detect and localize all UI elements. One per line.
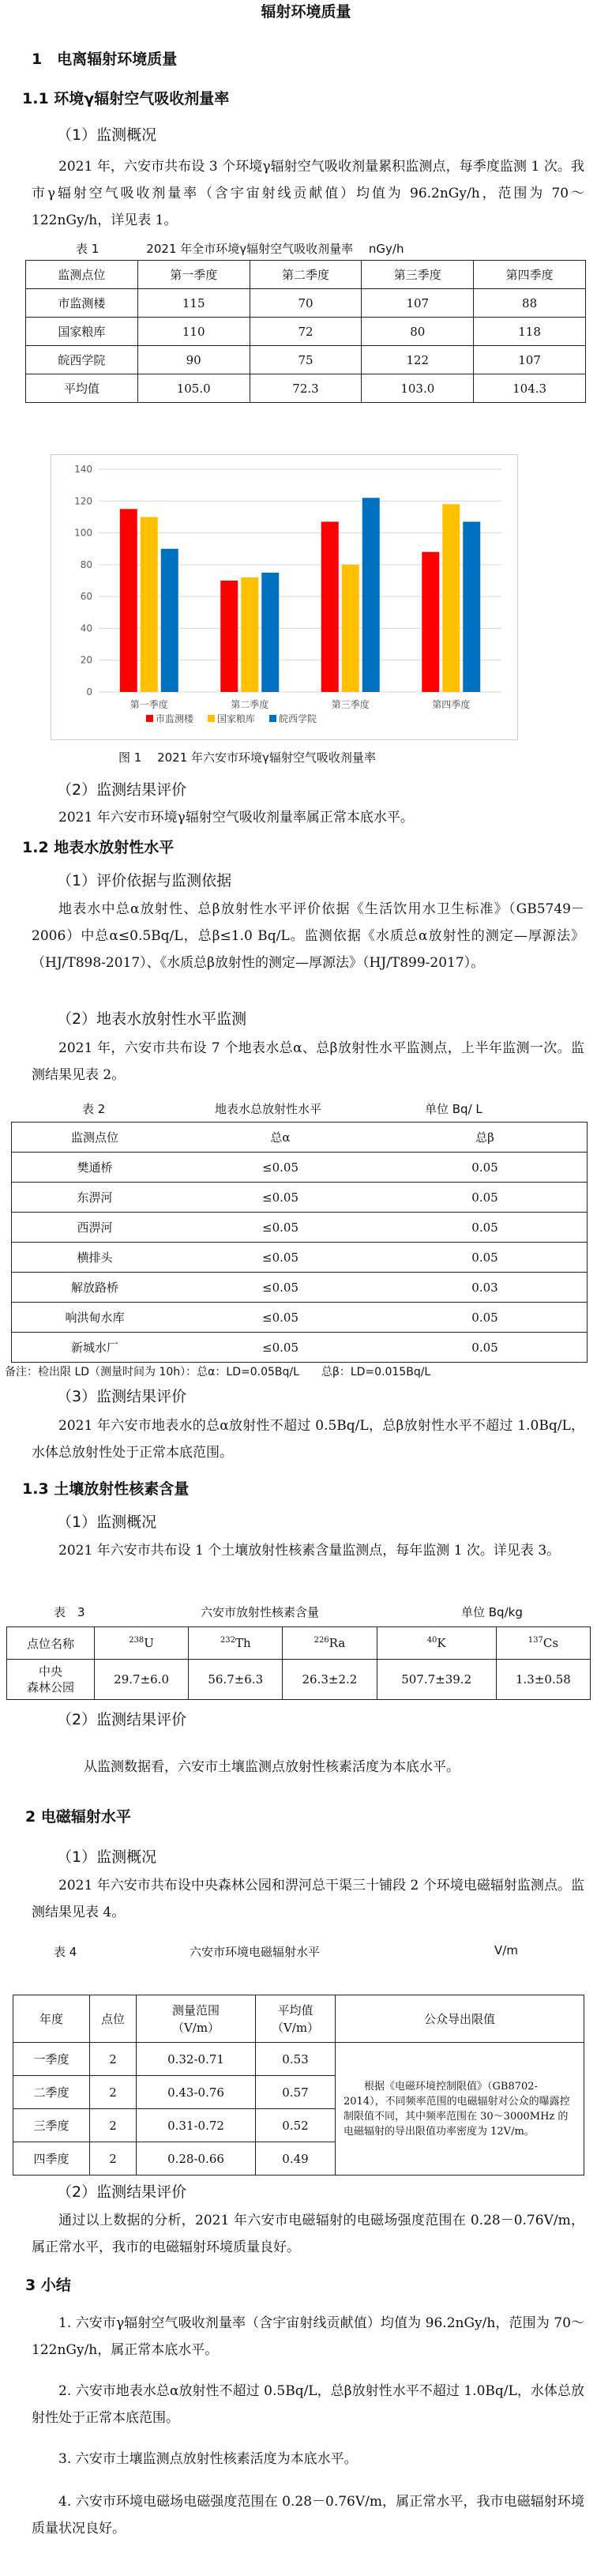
- table-cell: 横排头: [12, 1243, 178, 1273]
- nuclide-symbol: U: [144, 1636, 154, 1650]
- table-cell: 88: [474, 289, 586, 318]
- nuclide-mass: 226: [314, 1636, 329, 1645]
- table-cell: ≤0.05: [178, 1303, 383, 1333]
- table-cell: ≤0.05: [178, 1183, 383, 1213]
- site-name-line: 森林公园: [26, 1680, 74, 1694]
- table-4-caption-title: 六安市环境电磁辐射水平: [190, 1945, 321, 1959]
- s11-eval-heading: （2）监测结果评价: [57, 781, 187, 799]
- table-cell: 皖西学院: [26, 346, 138, 374]
- table-cell: 0.05: [383, 1333, 588, 1363]
- table-1-caption: 表 1 2021 年全市环境γ辐射空气吸收剂量率 nGy/h: [76, 242, 404, 256]
- table-cell: [7, 1660, 95, 1700]
- table-row: [12, 1123, 588, 1153]
- table-cell: 三季度: [13, 2109, 90, 2142]
- table-header-cell: [189, 1627, 283, 1660]
- table-header-cell: 总α: [178, 1123, 383, 1153]
- bar: [442, 504, 460, 692]
- table-header-cell: [377, 1627, 496, 1660]
- bar: [463, 521, 480, 692]
- y-tick-label: 100: [74, 527, 92, 539]
- table-row: [12, 1333, 588, 1363]
- table-cell: 75: [250, 346, 362, 374]
- s11-eval-text: 2021 年六安市环境γ辐射空气吸收剂量率属正常本底水平。: [58, 810, 414, 825]
- table-header-cell: [95, 1627, 189, 1660]
- table-cell: 平均值: [26, 374, 138, 403]
- table-cell: ≤0.05: [178, 1273, 383, 1303]
- table-cell: ≤0.05: [178, 1243, 383, 1273]
- table-3: [6, 1626, 591, 1700]
- table-cell: 107: [474, 346, 586, 374]
- table-cell: 一季度: [13, 2043, 90, 2076]
- table-3-caption-unit: 单位 Bq/kg: [461, 1605, 523, 1619]
- table-cell: 二季度: [13, 2076, 90, 2109]
- y-tick-label: 0: [86, 686, 92, 698]
- table-cell: 0.31-0.72: [137, 2109, 256, 2142]
- nuclide-symbol: Th: [235, 1636, 251, 1650]
- table-cell: 2: [90, 2142, 137, 2175]
- table-3-caption-label: 表 3: [54, 1605, 85, 1619]
- table-cell: 72.3: [250, 374, 362, 403]
- nuclide-mass: 232: [220, 1636, 235, 1645]
- s2-eval-text: 通过以上数据的分析，2021 年六安市电磁辐射的电磁场强度范围在 0.28－0.76V/m，属正常水平，我市的电磁辐射环境质量良好。: [32, 2213, 584, 2255]
- table-2-caption-title: 地表水总放射性水平: [215, 1102, 322, 1116]
- table-cell: ≤0.05: [178, 1213, 383, 1243]
- bar: [422, 552, 439, 692]
- section-2-heading: 2 电磁辐射水平: [25, 1808, 131, 1826]
- nuclide-symbol: Ra: [329, 1636, 346, 1650]
- s13-overview-text: 2021 年六安市共布设 1 个土壤放射性核素含量监测点，每年监测 1 次。详见表 3。: [58, 1543, 561, 1559]
- table-cell: 70: [250, 289, 362, 318]
- legend-label: 国家粮库: [217, 713, 256, 724]
- table-cell: 90: [137, 346, 250, 374]
- table-cell: 107: [362, 289, 474, 318]
- chart-container: [51, 454, 518, 740]
- table-4-caption-unit: V/m: [494, 1943, 518, 1957]
- section-1-3-heading: 1.3 土壤放射性核素含量: [22, 1480, 190, 1498]
- bar: [120, 509, 137, 692]
- table-header-cell: 年度: [13, 1995, 90, 2043]
- table-cell: 0.05: [383, 1183, 588, 1213]
- s2-overview-heading: （1）监测概况: [57, 1848, 157, 1866]
- y-tick-label: 140: [74, 464, 92, 475]
- nuclide-mass: 137: [528, 1636, 543, 1645]
- doc-title: 辐射环境质量: [261, 3, 351, 21]
- legend-swatch: [208, 715, 215, 722]
- x-tick-label: 第四季度: [432, 699, 471, 710]
- table-header-cell: 第一季度: [137, 261, 250, 289]
- table-cell: 0.57: [256, 2076, 336, 2109]
- table-header-cell: 点位名称: [7, 1627, 95, 1660]
- table-cell: 115: [137, 289, 250, 318]
- section-3-heading: 3 小结: [25, 2277, 71, 2294]
- table-header-cell: 平均值 （V/m）: [256, 1995, 336, 2043]
- table-row: [26, 374, 586, 403]
- table-cell: 0.32-0.71: [137, 2043, 256, 2076]
- table-row: [7, 1627, 591, 1660]
- x-tick-label: 第一季度: [130, 699, 168, 710]
- table-cell: 26.3±2.2: [283, 1660, 377, 1700]
- table-row: [26, 346, 586, 374]
- table-cell: 0.03: [383, 1273, 588, 1303]
- summary-item: 2. 六安市地表水总α放射性不超过 0.5Bq/L，总β放射性水平不超过 1.0Bq/L，水体总放射性处于正常本底范围。: [32, 2383, 584, 2426]
- bar: [261, 573, 279, 692]
- legend-label: 皖西学院: [279, 713, 317, 724]
- y-tick-label: 20: [80, 654, 92, 666]
- table-2-caption-unit: 单位 Bq/ L: [425, 1102, 482, 1116]
- table-cell: 1.3±0.58: [496, 1660, 590, 1700]
- table-cell: 72: [250, 318, 362, 346]
- table-row: [12, 1183, 588, 1213]
- table-2: [11, 1122, 588, 1363]
- table-row: [26, 289, 586, 318]
- table-row: [12, 1213, 588, 1243]
- table-header-cell: [496, 1627, 590, 1660]
- s11-overview-text: 2021 年，六安市共布设 3 个环境γ辐射空气吸收剂量累积监测点，每季度监测 1 次。我市γ辐射空气吸收剂量率（含宇宙射线贡献值）均值为 96.2nGy/h，范围为 70～122nGy/h，详见表 1。: [32, 159, 584, 228]
- table-cell: 0.05: [383, 1303, 588, 1333]
- table-cell: 105.0: [137, 374, 250, 403]
- s13-eval-text: 从监测数据看，六安市土壤监测点放射性核素活度为本底水平。: [84, 1759, 460, 1775]
- table-cell: ≤0.05: [178, 1333, 383, 1363]
- summary-item: 4. 六安市环境电磁场电磁强度范围在 0.28－0.76V/m，属正常水平，我市电磁辐射环境质量状况良好。: [32, 2494, 584, 2537]
- table-cell: 2: [90, 2043, 137, 2076]
- bar: [220, 581, 238, 692]
- bar: [161, 549, 178, 692]
- figure-1-caption: 图 1 2021 年六安市环境γ辐射空气吸收剂量率: [118, 750, 376, 765]
- y-tick-label: 40: [80, 622, 92, 634]
- table-cell: 0.05: [383, 1243, 588, 1273]
- table-header-cell: 点位: [90, 1995, 137, 2043]
- table-3-caption-title: 六安市放射性核素含量: [201, 1605, 320, 1619]
- table-cell: 国家粮库: [26, 318, 138, 346]
- y-tick-label: 60: [80, 591, 92, 603]
- bar: [362, 498, 380, 692]
- table-row: [26, 318, 586, 346]
- summary-item: 1. 六安市γ辐射空气吸收剂量率（含宇宙射线贡献值）均值为 96.2nGy/h，范围为 70～122nGy/h，属正常本底水平。: [32, 2315, 584, 2358]
- table-cell: 0.28-0.66: [137, 2142, 256, 2175]
- table-cell: 104.3: [474, 374, 586, 403]
- x-tick-label: 第三季度: [331, 699, 370, 710]
- table-header-cell: 第二季度: [250, 261, 362, 289]
- table-4-caption-label: 表 4: [54, 1945, 77, 1959]
- s12-monitor-heading: （2）地表水放射性水平监测: [57, 1010, 247, 1028]
- table-cell: 樊通桥: [12, 1153, 178, 1183]
- table-cell: 110: [137, 318, 250, 346]
- table-cell: 响洪甸水库: [12, 1303, 178, 1333]
- table-cell: 四季度: [13, 2142, 90, 2175]
- legend-swatch: [269, 715, 276, 722]
- table-row: [12, 1303, 588, 1333]
- table-cell: 29.7±6.0: [95, 1660, 189, 1700]
- table-row: [13, 2043, 584, 2076]
- s13-eval-heading: （2）监测结果评价: [57, 1711, 187, 1728]
- table-cell: 市监测楼: [26, 289, 138, 318]
- table-cell: 新城水厂: [12, 1333, 178, 1363]
- table-cell: 东淠河: [12, 1183, 178, 1213]
- table-cell: 0.05: [383, 1153, 588, 1183]
- s2-overview-text: 2021 年六安市共布设中央森林公园和淠河总干渠三十铺段 2 个环境电磁辐射监测点。监测结果见表 4。: [32, 1878, 584, 1920]
- table-cell: 80: [362, 318, 474, 346]
- table-row: [26, 261, 586, 289]
- table-2-caption-label: 表 2: [82, 1102, 106, 1116]
- table-cell: 103.0: [362, 374, 474, 403]
- table-header-cell: 第四季度: [474, 261, 586, 289]
- table-cell: 0.05: [383, 1213, 588, 1243]
- nuclide-mass: 40: [426, 1636, 437, 1645]
- s12-eval-heading: （3）监测结果评价: [57, 1388, 187, 1405]
- bar-chart: [51, 455, 517, 739]
- table-cell: 118: [474, 318, 586, 346]
- table-cell: 解放路桥: [12, 1273, 178, 1303]
- y-tick-label: 80: [80, 558, 92, 570]
- s13-overview-heading: （1）监测概况: [57, 1514, 157, 1531]
- s12-basis-text: 地表水中总α放射性、总β放射性水平评价依据《生活饮用水卫生标准》（GB5749－2006）中总α≤0.5Bq/L，总β≤1.0 Bq/L。监测依据《水质总α放射性的测定—厚源法》（HJ/T898-2017）、《水质总β放射性的测定—厚源法》（HJ/T899-2017）。: [32, 901, 584, 971]
- table-header-cell: 监测点位: [12, 1123, 178, 1153]
- table-cell: 0.43-0.76: [137, 2076, 256, 2109]
- y-tick-label: 120: [74, 495, 92, 507]
- table-header-cell: 公众导出限值: [336, 1995, 584, 2043]
- s2-eval-heading: （2）监测结果评价: [57, 2183, 187, 2201]
- nuclide-symbol: K: [437, 1636, 446, 1650]
- x-tick-label: 第二季度: [231, 699, 269, 710]
- legend-label: 市监测楼: [156, 713, 194, 724]
- table-cell: 122: [362, 346, 474, 374]
- s11-overview-heading: （1）监测概况: [57, 126, 157, 144]
- table-row: [12, 1243, 588, 1273]
- legend-swatch: [146, 715, 153, 722]
- table-row: [12, 1273, 588, 1303]
- nuclide-symbol: Cs: [543, 1636, 559, 1650]
- summary-item: 3. 六安市土壤监测点放射性核素活度为本底水平。: [58, 2451, 358, 2467]
- table-2-note: 备注：检出限 LD（测量时间为 10h）：总α：LD=0.05Bq/L 总β：LD=0.015Bq/L: [5, 1366, 431, 1378]
- bar: [141, 517, 158, 692]
- table-1: [25, 260, 586, 403]
- nuclide-mass: 238: [129, 1636, 145, 1645]
- bar: [342, 565, 359, 692]
- table-row: [13, 1995, 584, 2043]
- table-cell: 0.53: [256, 2043, 336, 2076]
- table-cell: 2: [90, 2076, 137, 2109]
- table-row: [7, 1660, 591, 1700]
- s12-basis-heading: （1）评价依据与监测依据: [57, 872, 232, 889]
- section-1-1-heading: 1.1 环境γ辐射空气吸收剂量率: [22, 90, 230, 107]
- table-cell: 56.7±6.3: [189, 1660, 283, 1700]
- limit-description-cell: 根据《电磁环境控制限值》（GB8702-2014），不同频率范围的电磁辐射对公众的曝露控制限值不同，其中频率范围在 30～3000MHz 的电磁辐射的导出限值功率密度为 12V/m。: [336, 2043, 584, 2175]
- s12-monitor-text: 2021 年，六安市共布设 7 个地表水总α、总β放射性水平监测点，上半年监测一次。监测结果见表 2。: [32, 1040, 584, 1083]
- table-cell: 西淠河: [12, 1213, 178, 1243]
- table-header-cell: 第三季度: [362, 261, 474, 289]
- table-header-cell: 测量范围 （V/m）: [137, 1995, 256, 2043]
- site-name-line: 中央: [38, 1664, 62, 1679]
- section-1-2-heading: 1.2 地表水放射性水平: [22, 839, 175, 856]
- bar: [321, 521, 339, 692]
- table-cell: 0.49: [256, 2142, 336, 2175]
- table-row: [12, 1153, 588, 1183]
- bar: [241, 577, 258, 692]
- table-cell: 0.52: [256, 2109, 336, 2142]
- table-header-cell: 监测点位: [26, 261, 138, 289]
- table-header-cell: [283, 1627, 377, 1660]
- table-cell: 507.7±39.2: [377, 1660, 496, 1700]
- table-cell: 2: [90, 2109, 137, 2142]
- section-1-heading: 1 电离辐射环境质量: [32, 51, 178, 68]
- table-4: [13, 1995, 584, 2175]
- table-header-cell: 总β: [383, 1123, 588, 1153]
- s12-eval-text: 2021 年六安市地表水的总α放射性不超过 0.5Bq/L，总β放射性水平不超过 1.0Bq/L，水体总放射性处于正常本底范围。: [32, 1418, 584, 1461]
- table-cell: ≤0.05: [178, 1153, 383, 1183]
